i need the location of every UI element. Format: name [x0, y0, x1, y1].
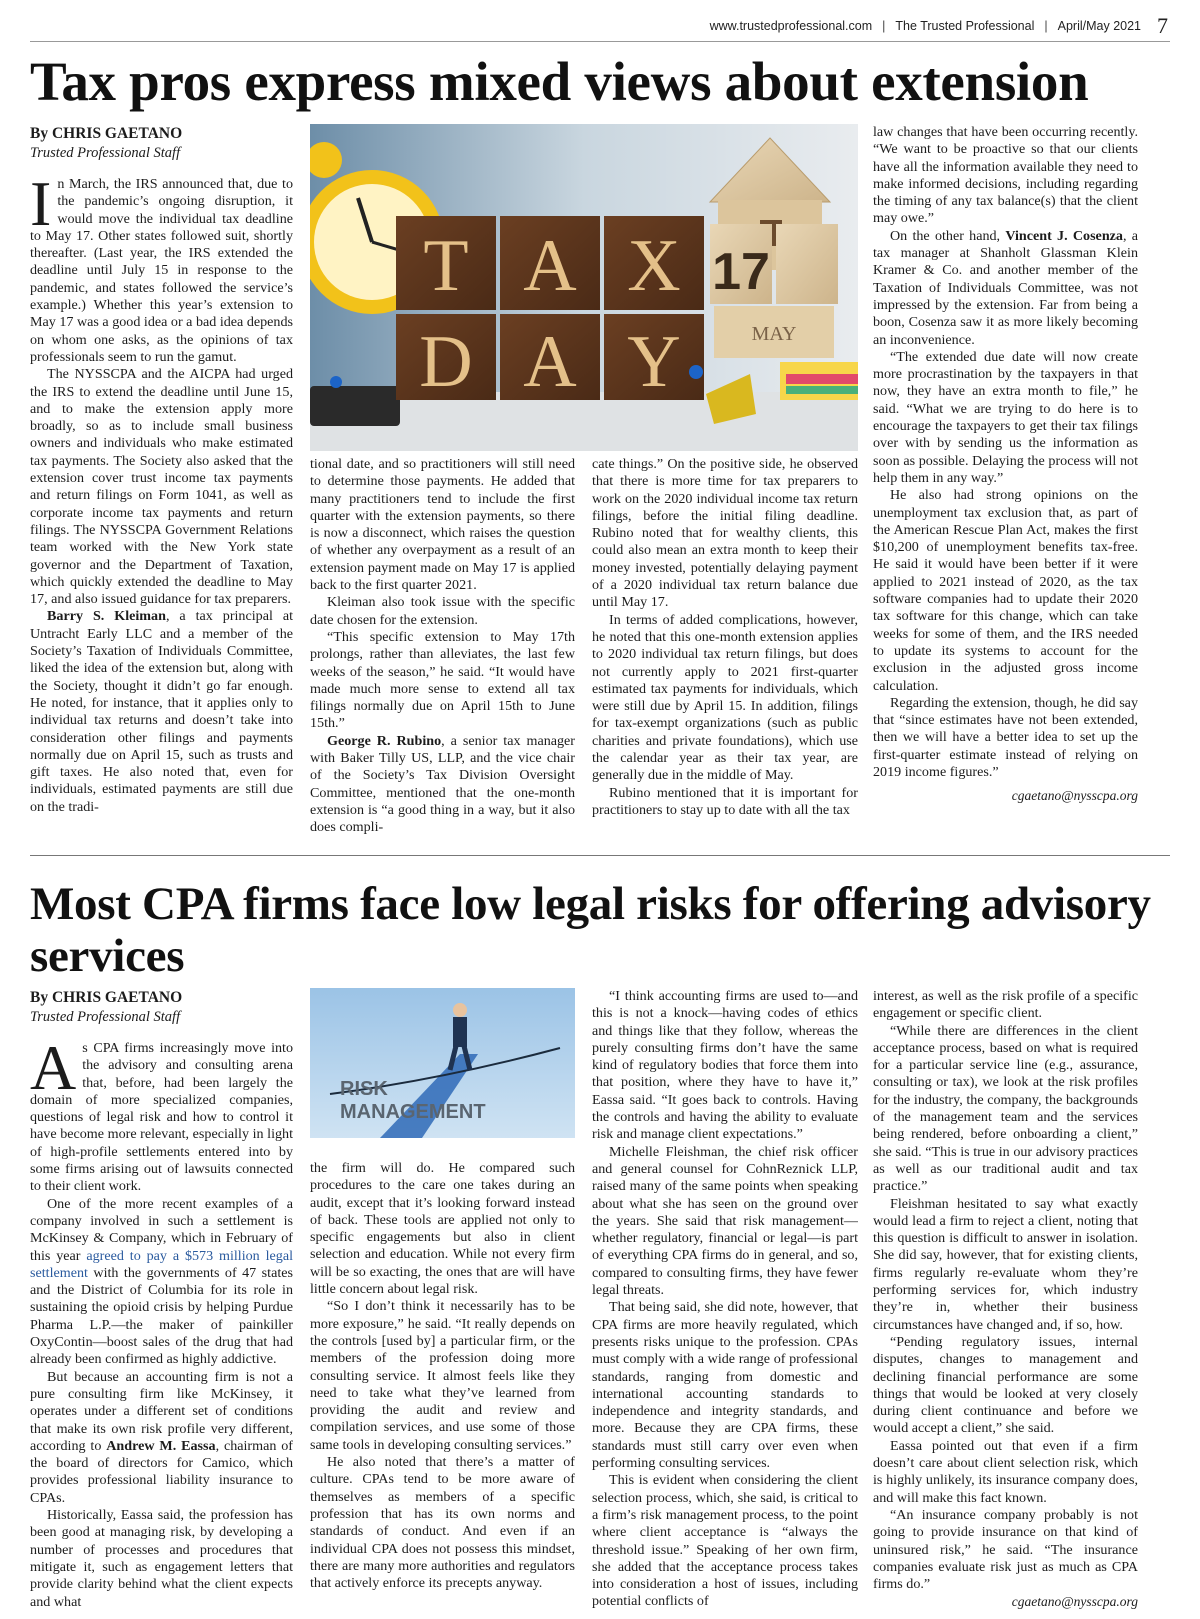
block-letter: A	[523, 225, 577, 307]
article1-staff: Trusted Professional Staff	[30, 145, 181, 161]
paragraph: “An insurance company probably is not going to provide insurance on that kind of uninsured risk,” he said. “The insurance companies evaluate risk just as much as CPA firms do.”	[873, 1506, 1138, 1593]
header-divider: |	[1044, 19, 1048, 33]
article2-headline: Most CPA firms face low legal risks for offering advisory services	[30, 878, 1151, 982]
paragraph	[30, 1369, 293, 1507]
header-publication: The Trusted Professional	[895, 19, 1035, 33]
paragraph-text: One of the more recent examples of a company involved in such a settlement is McKinsey & Company, which in February of this year	[30, 1195, 293, 1264]
header-url[interactable]: www.trustedprofessional.com	[709, 19, 873, 33]
paragraph: “The extended due date will now create more procrastination by the taxpayers in that now, they have an extra month to file,” he said. “What we are trying to do here is to encourage the taxpayers to get their tax filings over with by sending us the information as soon as possible. Delaying the process will not help them in any way.”	[873, 348, 1138, 486]
article2-column-4	[873, 988, 1138, 1610]
article2-staff: Trusted Professional Staff	[30, 1009, 181, 1025]
paragraph-text: But because an accounting firm is not a pure consulting firm like McKinsey, it operates under a different set of conditions that make its own risk profile very different, according to	[30, 1368, 293, 1454]
article1-column-4	[873, 124, 1138, 836]
paragraph: Michelle Fleishman, the chief risk officer and general counsel for CohnReznick LLP, raised many of the same points when speaking about what she has seen on the ground over the years. She said that risk management—whether regulatory, financial or legal—is part of everything CPA firms do in general, and so, compared to consulting firms, they have fewer legal threats.	[592, 1143, 858, 1299]
paragraph: “Pending regulatory issues, internal disputes, changes to management and declining financial performance are some things that would be looked at very closely during client continuance and before we would accept a client,” she said.	[873, 1333, 1138, 1437]
page-header	[710, 14, 1168, 38]
paragraph: “This specific extension to May 17th prolongs, rather than alleviates, the last few weeks of the season,” he said. “It would have made much more sense to extend all tax filings normally due on April 15th to June 15th.”	[310, 628, 575, 732]
paragraph	[30, 608, 293, 816]
paragraph: He also had strong opinions on the unemployment tax exclusion that, as part of the American Rescue Plan Act, makes the first $10,200 of unemployment benefits tax-free. He said it would have been better if it were applied to 2021 instead of 2020, as the tax software companies had to update their 2020 tax software for this change, which can take weeks for some of them, and the IRS needed to update its systems to account for the exclusion in the adjusted gross income calculation.	[873, 487, 1138, 694]
paragraph	[873, 228, 1138, 349]
person-name: Barry S. Kleiman	[47, 608, 166, 625]
paragraph: n March, the IRS announced that, due to the pandemic’s ongoing disruption, it would move the individual tax deadline to May 17. Other states followed suit, shortly thereafter. (Last year, the IRS extended the deadline until July 15 in response to the pandemic, and states followed the service’s example.) Whether this year’s extension to May 17 was a good idea or a bad idea depends on whom one asks, as the opinions of tax professionals seem to run the gamut.	[30, 176, 293, 365]
paragraph: Eassa pointed out that even if a firm doesn’t care about client selection risk, which is highly unlikely, its insurance company does, and will make this fact known.	[873, 1437, 1138, 1506]
block-letter: Y	[627, 321, 681, 403]
paragraph-text: , a tax principal at Untracht Early LLC and a member of the Society’s Taxation of Individuals Committee, liked the idea of the extension but, along with the Society, thought it didn’t go far enough. He noted, for instance, that it applies only to individual tax returns and doesn’t take into consideration other filings and payments normally due on April 15, such as trusts and gift taxes. He also noted that, even for individuals, estimated payments are still due on the tradi-	[30, 608, 293, 815]
block-letter: A	[523, 321, 577, 403]
article2-byline-block	[30, 988, 293, 1027]
risk-management-photo	[310, 988, 575, 1138]
page-number: 7	[1157, 13, 1168, 38]
paragraph: tional date, and so practitioners will still need to determine those payments. He added that many practitioners tend to include the first quarter with the extension payments, so there is now a disconnect, which raises the question of whether any overpayment as a result of an extension payment made on May 17 is applied back to the first quarter 2021.	[310, 456, 575, 594]
paragraph: In terms of added complications, however, he noted that this one-month extension applies to 2020 individual tax return filings, but does not currently apply to 2021 first-quarter estimated tax payments for individuals, which were still due by April 15. In addition, filings for tax-exempt organizations (such as public charities and private foundations), which use the calendar year as their tax year, are generally due in the middle of May.	[592, 611, 858, 784]
paragraph: Historically, Eassa said, the profession has been good at managing risk, by developing a number of processes and procedures that mitigate it, such as engagement letters that provide clarity behind what the client expects and what	[30, 1507, 293, 1610]
paragraph	[30, 1196, 293, 1369]
paragraph: The NYSSCPA and the AICPA had urged the IRS to extend the deadline until June 15, and to make the extension apply more broadly, so as to include small business owners and individuals who make estimated tax payments. The Society also asked that the extension cover trust income tax payments and return filings on Form 1041, as well as corporate income tax payments and return filings. The NYSSCPA Government Relations team worked with the New York state governor and the Department of Taxation, which quickly extended the deadline to May 17, and also issued guidance for tax preparers.	[30, 366, 293, 608]
person-name: Andrew M. Eassa	[106, 1437, 216, 1454]
paragraph: “While there are differences in the client acceptance process, based on what is required for a particular service line (e.g., assurance, consulting or tax), we look at the risk profiles for the industry, the company, the backgrounds of the management team and the services being rendered, before onboarding a client,” she said. “This is true in our advisory practices as well as our traditional audit and tax practice.”	[873, 1022, 1138, 1195]
paragraph: This is evident when considering the client selection process, which, she said, is critical to a firm’s risk management process, to the point where client acceptance is “always the threshold issue.” Speaking of her own firm, she added that the acceptance process takes into consideration a host of issues, including potential conflicts of	[592, 1472, 858, 1610]
block-letter: X	[627, 225, 681, 307]
paragraph: Kleiman also took issue with the specific date chosen for the extension.	[310, 594, 575, 628]
header-divider: |	[882, 19, 886, 33]
paragraph: Regarding the extension, though, he did say that “since estimates have not been extended, then we will have a better idea to set up the first-quarter estimate instead of relying on 2019 income figures.”	[873, 694, 1138, 780]
article1-column-3	[592, 456, 858, 836]
author-email[interactable]: cgaetano@nysscpa.org	[1011, 788, 1138, 804]
author-email[interactable]: cgaetano@nysscpa.org	[1011, 1594, 1138, 1610]
person-name: Vincent J. Cosenza	[1005, 227, 1123, 244]
article2-column-1	[30, 1040, 293, 1610]
settlement-link[interactable]: agreed to pay a $573 million legal settlement	[30, 1247, 293, 1281]
management-label: MANAGEMENT	[340, 1101, 486, 1123]
paragraph: Rubino mentioned that it is important for practitioners to stay up to date with all the tax	[592, 784, 858, 818]
article2-column-2	[310, 1160, 575, 1610]
paragraph: “So I don’t think it necessarily has to be more exposure,” he said. “It really depends on the controls [used by] a particular firm, or the members of the profession doing more consulting service. It almost feels like they need to take what they’ve learned from providing the audit and review and compilation services, and use some of those same tools in developing consulting services.”	[310, 1298, 575, 1453]
article2-dropcap: A	[30, 1040, 77, 1103]
paragraph: the firm will do. He compared such procedures to the care one takes during an audit, except that it’s looking forward instead of back. These tools are applied not only to specific engagements but also in client selection and education. While not every firm will be so exacting, the ones that are will have little concern about legal risk.	[310, 1160, 575, 1298]
paragraph: interest, as well as the risk profile of a specific engagement or specific client.	[873, 988, 1138, 1022]
risk-label: RISK	[340, 1078, 388, 1100]
article1-column-2	[310, 456, 575, 836]
paragraph: law changes that have been occurring recently. “We want to be proactive so that our clients have all the information available they need to make informed decisions, including regarding the timing of any tax balance(s) that the client may owe.”	[873, 124, 1138, 227]
article-divider	[30, 855, 1170, 856]
article1-column-1	[30, 176, 293, 836]
paragraph-text: , a tax manager at Shanholt Glassman Klein Kramer & Co. and another member of the Taxation of Individuals Committee, was not impressed by the extension. Far from being a boon, Cosenza saw it as more likely becoming an inconvenience.	[873, 227, 1138, 348]
block-letter: D	[419, 321, 473, 403]
header-issue: April/May 2021	[1057, 19, 1141, 33]
paragraph-text: , chairman of the board of directors for Camico, which provides professional liability insurance to CPAs.	[30, 1437, 293, 1506]
paragraph: He also noted that there’s a matter of culture. CPAs tend to be more aware of themselves as members of a specific profession that has its own norms and standards of conduct. And even if an individual CPA does not possess this mindset, there are many more authorities and regulators that actively enforce its precepts anyway.	[310, 1454, 575, 1592]
article1-byline-block	[30, 124, 293, 163]
article1-headline: Tax pros express mixed views about extension	[30, 51, 1089, 112]
paragraph-text: with the governments of 47 states and the District of Columbia for its role in sustaining the opioid crisis by helping Purdue Pharma L.P.—the maker of painkiller OxyContin—boost sales of the drug that had already been confirmed as highly addictive.	[30, 1264, 293, 1368]
tax-day-photo	[310, 124, 858, 451]
paragraph-text: , a senior tax manager with Baker Tilly US, LLP, and the vice chair of the Society’s Tax Division Oversight Committee, mentioned that the one-month extension is “a good thing in a way, but it also does compli-	[310, 732, 575, 836]
article2-byline: By CHRIS GAETANO	[30, 989, 183, 1006]
paragraph-text: On the other hand,	[890, 227, 1006, 244]
date-month: MAY	[751, 323, 797, 345]
block-letter: T	[423, 225, 469, 307]
person-name: George R. Rubino	[327, 732, 442, 749]
article1-byline: By CHRIS GAETANO	[30, 125, 183, 142]
article2-column-3	[592, 988, 858, 1610]
article1-dropcap: I	[30, 176, 52, 239]
date-digit: 17	[712, 243, 770, 301]
paragraph: “I think accounting firms are used to—and this is not a knock—having codes of ethics and things like that they follow, whereas the purely consulting firms don’t have the same kind of regulatory bodies that force them into that position, where they have to have it,” Eassa said. “It goes back to controls. Having the controls and having the ability to evaluate risk and manage client expectations.”	[592, 988, 858, 1143]
paragraph: That being said, she did note, however, that CPA firms are more heavily regulated, which presents risks unique to the profession. CPAs must comply with a wide range of professional standards, ranging from domestic and international accounting standards to independence and integrity standards, and more. Because they are CPA firms, these standards must still carry over even when performing consulting services.	[592, 1299, 858, 1472]
paragraph: cate things.” On the positive side, he observed that there is more time for tax preparers to work on the 2020 individual income tax return filings, before the initial filing deadline. Rubino noted that for wealthy clients, this could also mean an extra month to keep their money invested, potentially delaying payment of a 2020 individual tax return balance due until May 17.	[592, 456, 858, 611]
paragraph: s CPA firms increasingly move into the advisory and consulting arena that, before, had been largely the domain of more specialized companies, questions of legal risk and how to control it have become more relevant, especially in light of high-profile settlements entered into by some firms arising out of lawsuits connected to their client work.	[30, 1040, 293, 1195]
paragraph: Fleishman hesitated to say what exactly would lead a firm to reject a client, noting that this question is difficult to answer in isolation. She did say, however, that for existing clients, firms regularly re-evaluate whom they’re performing services for, which industry they’re in, whether their business circumstances have changed and, if so, how.	[873, 1195, 1138, 1333]
header-rule	[30, 41, 1170, 42]
paragraph	[310, 733, 575, 836]
